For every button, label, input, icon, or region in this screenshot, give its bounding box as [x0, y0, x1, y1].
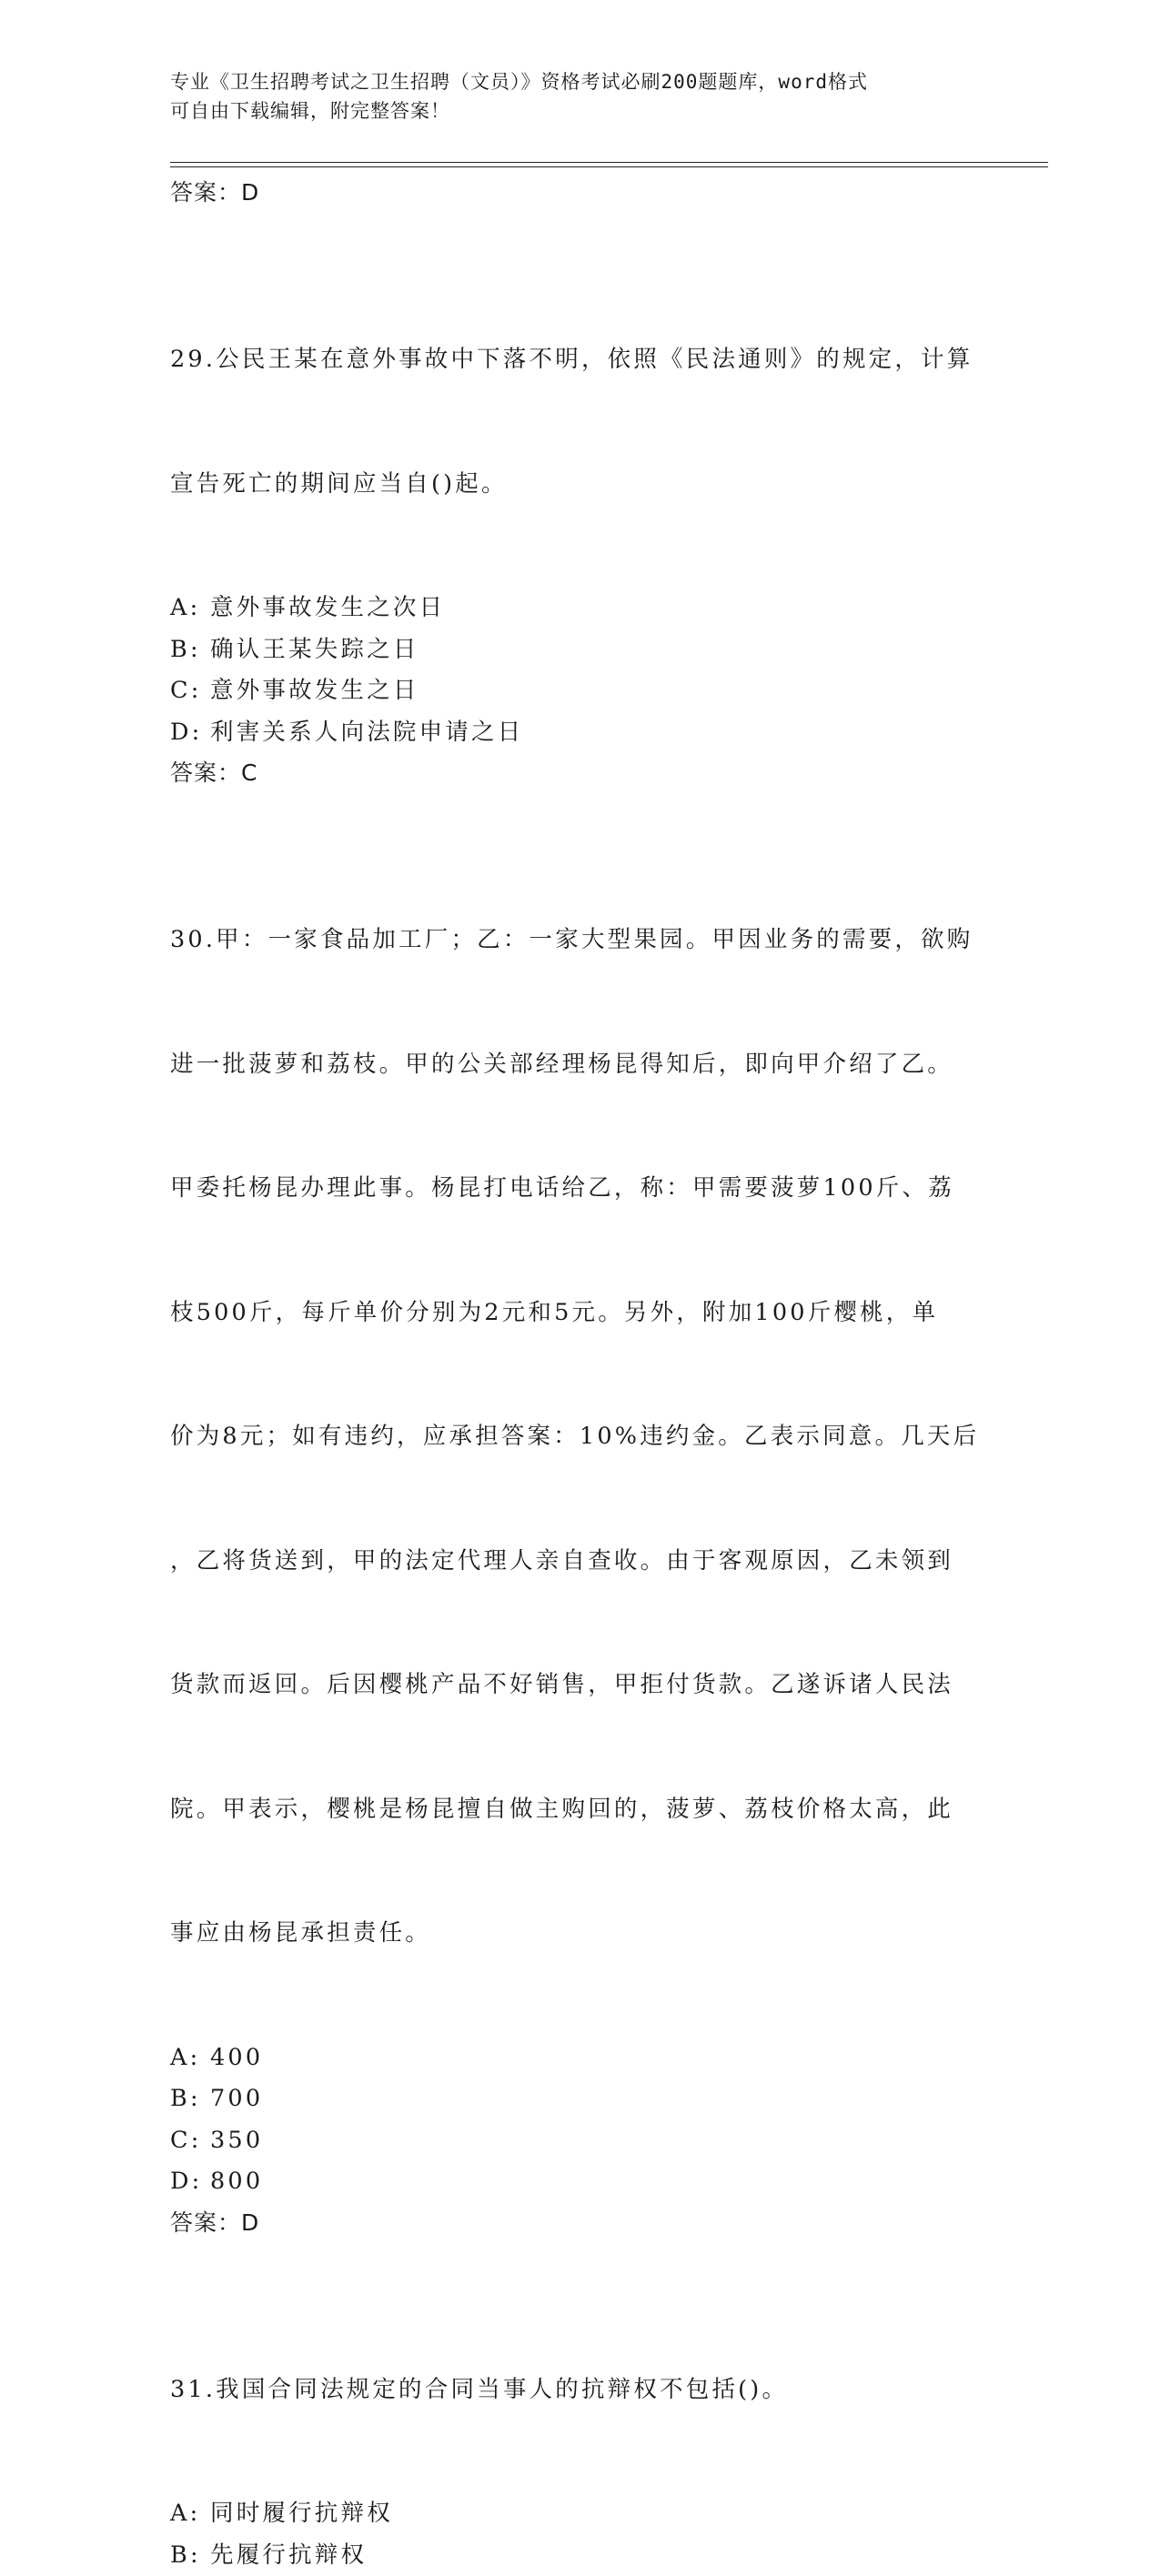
option-label: A: — [170, 2038, 210, 2079]
header-line-2: 可自由下载编辑，附完整答案！ — [170, 96, 971, 126]
spacer — [170, 793, 980, 837]
question-line: 宣告死亡的期间应当自()起。 — [170, 464, 980, 506]
option-text: 利害关系人向法院申请之日 — [210, 719, 523, 746]
option-text: 400 — [210, 2044, 263, 2071]
question-line: 价为8元；如有违约，应承担答案：10%违约金。乙表示同意。几天后 — [170, 1416, 980, 1458]
spacer — [170, 213, 980, 257]
answer-29: 答案：C — [170, 753, 980, 793]
option-d — [170, 712, 980, 754]
option-text: 350 — [210, 2127, 263, 2154]
option-text: 确认王某失踪之日 — [210, 636, 419, 663]
option-text: 同时履行抗辩权 — [210, 2500, 393, 2527]
question-line: 进一批菠萝和荔枝。甲的公关部经理杨昆得知后，即向甲介绍了乙。 — [170, 1044, 980, 1086]
option-label: D: — [170, 712, 210, 754]
spacer — [170, 2243, 980, 2287]
question-line: ，乙将货送到，甲的法定代理人亲自查收。由于客观原因，乙未领到 — [170, 1541, 980, 1583]
previous-answer: 答案：D — [170, 173, 980, 213]
option-b — [170, 2535, 980, 2576]
option-text: 700 — [210, 2085, 263, 2112]
option-label: B: — [170, 2535, 210, 2576]
header-rule-bottom — [170, 166, 1048, 167]
question-line: 事应由杨昆承担责任。 — [170, 1913, 980, 1955]
question-line: 院。甲表示，樱桃是杨昆擅自做主购回的，菠萝、荔枝价格太高，此 — [170, 1789, 980, 1831]
question-line: 甲委托杨昆办理此事。杨昆打电话给乙，称：甲需要菠萝100斤、荔 — [170, 1168, 980, 1210]
question-text-30 — [170, 837, 980, 2038]
option-d — [170, 2161, 980, 2203]
option-label: B: — [170, 2078, 210, 2120]
option-text: 先履行抗辩权 — [210, 2541, 367, 2569]
option-text: 意外事故发生之日 — [210, 677, 419, 704]
option-label: C: — [170, 670, 210, 712]
option-b — [170, 629, 980, 671]
option-label: B: — [170, 629, 210, 671]
question-block-31 — [170, 2287, 980, 2576]
option-c — [170, 670, 980, 712]
option-label: D: — [170, 2161, 210, 2203]
option-label: C: — [170, 2120, 210, 2162]
question-text-29 — [170, 257, 980, 588]
option-a — [170, 2038, 980, 2079]
question-line: 31.我国合同法规定的合同当事人的抗辩权不包括()。 — [170, 2370, 980, 2411]
question-block-29 — [170, 257, 980, 793]
document-header — [170, 67, 971, 126]
option-text: 意外事故发生之次日 — [210, 594, 445, 621]
header-line-1: 专业《卫生招聘考试之卫生招聘（文员）》资格考试必刷200题题库，word格式 — [170, 67, 971, 96]
question-line: 29.公民王某在意外事故中下落不明，依照《民法通则》的规定，计算 — [170, 339, 980, 381]
option-c — [170, 2120, 980, 2162]
header-rule-top — [170, 162, 1048, 163]
option-b — [170, 2078, 980, 2120]
question-line: 30.甲：一家食品加工厂；乙：一家大型果园。甲因业务的需要，欲购 — [170, 920, 980, 961]
answer-30: 答案：D — [170, 2203, 980, 2243]
option-text: 800 — [210, 2168, 263, 2195]
option-a — [170, 2493, 980, 2535]
option-a — [170, 588, 980, 629]
question-block-30 — [170, 837, 980, 2243]
document-body — [170, 173, 980, 2576]
question-line: 枝500斤，每斤单价分别为2元和5元。另外，附加100斤樱桃，单 — [170, 1293, 980, 1334]
option-label: A: — [170, 2493, 210, 2535]
question-line: 货款而返回。后因樱桃产品不好销售，甲拒付货款。乙遂诉诸人民法 — [170, 1665, 980, 1706]
question-text-31 — [170, 2287, 980, 2494]
option-label: A: — [170, 588, 210, 629]
